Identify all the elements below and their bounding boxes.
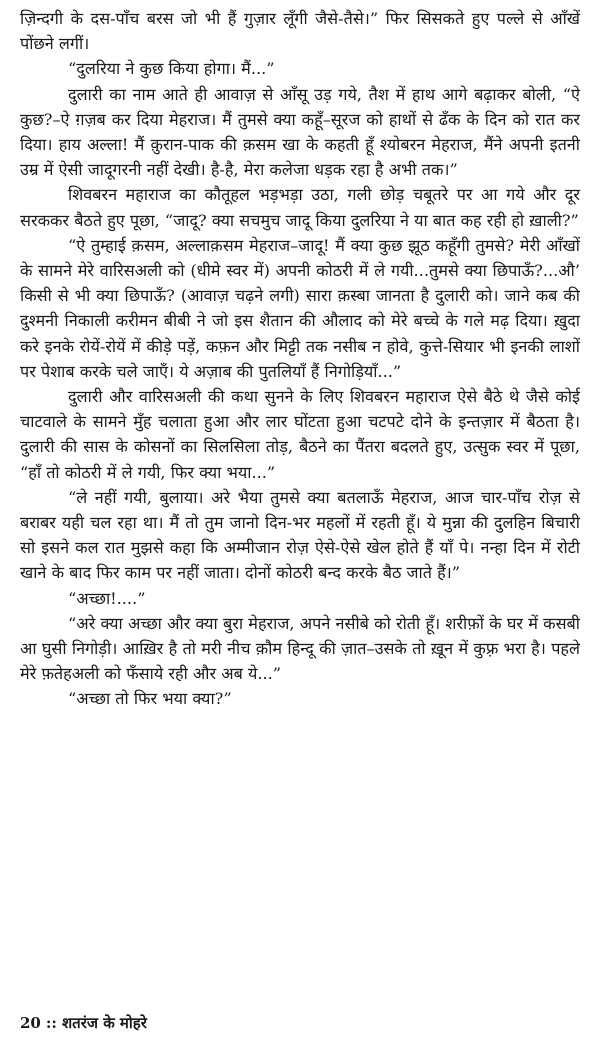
book-title: शतरंज के मोहरे [61,1014,147,1032]
paragraph: “ले नहीं गयी, बुलाया। अरे भैया तुमसे क्या बतलाऊँ मेहराज, आज चार-पाँच रोज़ से बराबर यही चल रहा था। मैं तो तुम जानो दिन-भर महलों में रहती हूँ। ये मुन्ना की दुलहिन बिचारी सो इसने कल रात मुझसे कहा कि अम्मीजान रोज़ ऐसे-ऐसे खेल होते हैं याँ पे। नन्हा दिन में रोटी खाने के बाद फिर काम पर नहीं जाता। दोनों कोठरी बन्द करके बैठ जाते हैं।” [20,487,580,583]
footer-separator: :: [45,1014,57,1032]
page-number: 20 [20,1014,41,1032]
page-footer [20,1013,147,1033]
body-text [20,6,580,712]
paragraph: दुलारी का नाम आते ही आवाज़ से आँसू उड़ गये, तैश में हाथ आगे बढ़ाकर बोली, “ऐ कुछ?–ऐ ग़ज़ब कर दिया मेहराज। मैं तुमसे क्या कहूँ–सूरज को हाथों से ढँक के दिन को रात कर दिया। हाय अल्ला! मैं क़ुरान-पाक की क़सम खा के कहती हूँ श्योबरन मेहराज, मैंने अपनी इतनी उम्र में ऐसी जादूगरनी नहीं देखी। है-है, मेरा कलेजा धड़क रहा है अभी तक।” [20,84,580,180]
paragraph: “ऐ तुम्हाई क़सम, अल्लाक़सम मेहराज–जादू! मैं क्या कुछ झूठ कहूँगी तुमसे? मेरी आँखों के सामने मेरे वारिसअली को (धीमे स्वर में) अपनी कोठरी में ले गयी...तुमसे क्या छिपाऊँ?...औ’ किसी से भी क्या छिपाऊँ? (आवाज़ चढ़ने लगी) सारा क़स्बा जानता है दुलारी को। जाने कब की दुश्मनी निकाली करीमन बीबी ने जो इस शैतान की औलाद को मेरे बच्चे के गले मढ़ दिया। ख़ुदा करे इनके रोयें-रोयें में कीड़े पड़ें, कफ़न और मिट्टी तक नसीब न होवे, कुत्ते-सियार भी इनकी लाशों पर पेशाब करके चले जाएँ। ये अज़ाब की पुतलियाँ हैं निगोड़ियाँ...” [20,235,580,381]
paragraph-continued: ज़िन्दगी के दस-पाँच बरस जो भी हैं गुज़ार लूँगी जैसे-तैसे।” फिर सिसकते हुए पल्ले से आँखें पोंछने लगीं। [20,9,580,54]
paragraph: “अच्छा!....” [68,588,146,608]
paragraph: “दुलरिया ने कुछ किया होगा। मैं...” [68,59,275,79]
paragraph: “अच्छा तो फिर भया क्या?” [68,689,232,709]
paragraph: “अरे क्या अच्छा और क्या बुरा मेहराज, अपने नसीबे को रोती हूँ। शरीफ़ों के घर में कसबी आ घुसी निगोड़ी। आख़िर है तो मरी नीच क़ौम हिन्दू की ज़ात–उसके तो ख़ून में कुफ़्र भरा है। पहले मेरे फ़तेहअली को फँसाये रही और अब ये...” [20,613,580,684]
paragraph: शिवबरन महाराज का कौतूहल भड़भड़ा उठा, गली छोड़ चबूतरे पर आ गये और दूर सरककर बैठते हुए पूछा, “जादू? क्या सचमुच जादू किया दुलरिया ने या बात कह रही हो ख़ाली?” [20,185,580,230]
paragraph: दुलारी और वारिसअली की कथा सुनने के लिए शिवबरन महाराज ऐसे बैठे थे जैसे कोई चाटवाले के सामने मुँह चलाता हुआ और लार घोंटता हुआ चटपटे दोने के इन्तज़ार में बैठता है। दुलारी की सास के कोसनों का सिलसिला तोड़, बैठने का पैंतरा बदलते हुए, उत्सुक स्वर में पूछा, “हाँ तो कोठरी में ले गयी, फिर क्या भया...” [20,387,580,482]
